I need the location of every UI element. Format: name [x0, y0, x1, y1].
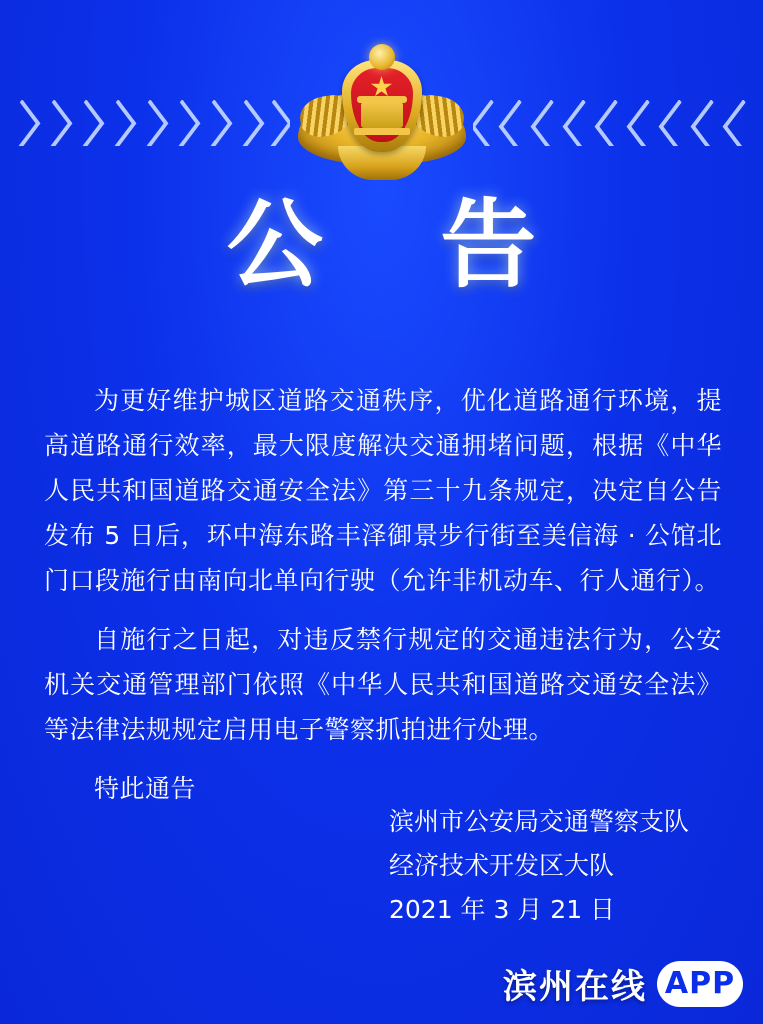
watermark [503, 959, 743, 1008]
paragraph-2: 自施行之日起，对违反禁行规定的交通违法行为，公安机关交通管理部门依照《中华人民共和国道路交通安全法》等法律法规规定启用电子警察抓拍进行处理。 [44, 625, 722, 744]
police-emblem-icon [298, 42, 466, 200]
watermark-text: 滨州在线 [503, 967, 647, 1007]
decorative-band-right [473, 100, 763, 146]
announcement-body [44, 378, 722, 825]
signature-date: 2021 年 3 月 21 日 [388, 895, 616, 924]
paragraph-1: 为更好维护城区道路交通秩序，优化道路通行环境，提高道路通行效率，最大限度解决交通拥堵问题，根据《中华人民共和国道路交通安全法》第三十九条规定，决定自公告发布 5 日后，环中海东路丰泽御景步行街至美信海 · 公馆北门口段施行由南向北单向行驶（允许非机动车、行人通行）。 [44, 386, 722, 595]
page-title: 公 告 [226, 188, 579, 301]
signature-block [389, 800, 689, 932]
decorative-band-left [0, 100, 290, 146]
closing-note: 特此通告 [94, 774, 197, 803]
watermark-app-badge: APP [657, 961, 743, 1007]
signature-organization: 滨州市公安局交通警察支队 [388, 807, 689, 836]
signature-department: 经济技术开发区大队 [388, 851, 614, 880]
